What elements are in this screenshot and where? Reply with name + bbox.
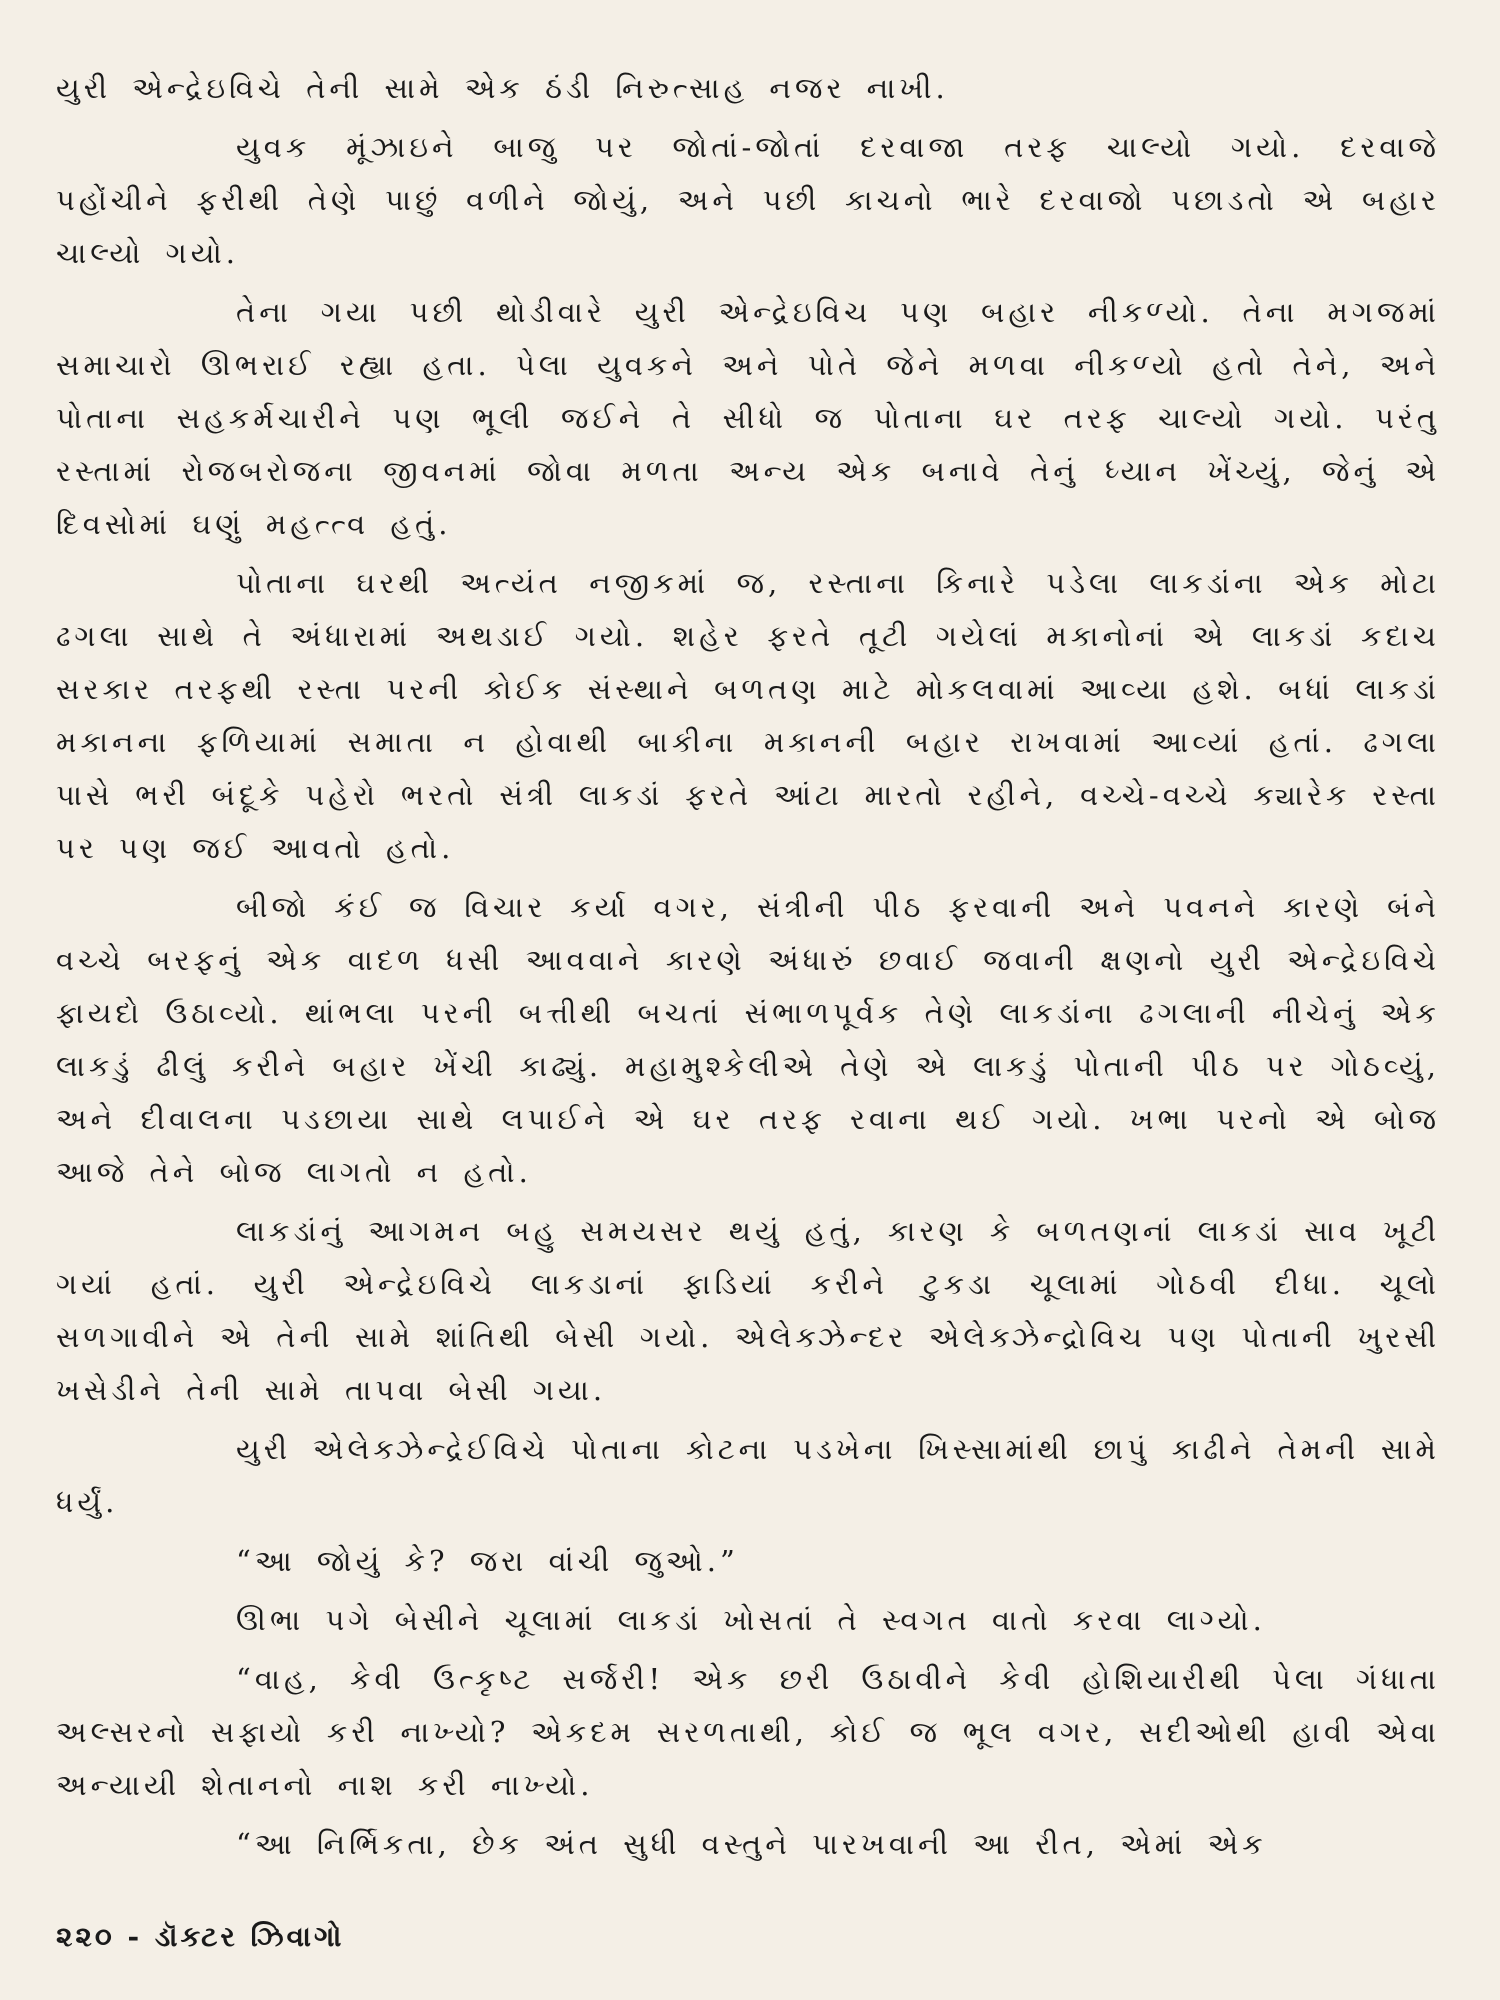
paragraph-3: તેના ગયા પછી થોડીવારે યુરી એન્દ્રેઇવિચ પણ બહાર નીકળ્યો. તેના મગજમાં સમાચારો ઊભરાઈ રહ્યા હતા. પેલા યુવકને અને પોતે જેને મળવા નીકળ્યો હતો તેને, અને પોતાના સહકર્મચારીને પણ ભૂલી જઈને તે સીધો જ પોતાના ઘર તરફ ચાલ્યો ગયો. પરંતુ રસ્તામાં રોજબરોજના જીવનમાં જોવા મળતા અન્ય એક બનાવે તેનું ધ્યાન ખેંચ્યું, જેનું એ દિવસોમાં ઘણું મહત્ત્વ હતું. [56, 295, 1440, 541]
paragraph-9: ઊભા પગે બેસીને ચૂલામાં લાકડાં ખોસતાં તે સ્વગત વાતો કરવા લાગ્યો. [236, 1603, 1266, 1637]
paragraph-8: “આ જોયું કે? જરા વાંચી જુઓ.” [236, 1544, 739, 1578]
paragraph-10: “વાહ, કેવી ઉત્કૃષ્ટ સર્જરી! એક છરી ઉઠાવીને કેવી હોશિયારીથી પેલા ગંધાતા અલ્સરનો સફાયો કરી નાખ્યો? એકદમ સરળતાથી, કોઈ જ ભૂલ વગર, સદીઓથી હાવી એવા અન્યાયી શેતાનનો નાશ કરી નાખ્યો. [56, 1662, 1440, 1802]
paragraph-6: લાકડાંનું આગમન બહુ સમયસર થયું હતું, કારણ કે બળતણનાં લાકડાં સાવ ખૂટી ગયાં હતાં. યુરી એન્દ્રેઇવિચે લાકડાનાં ફાડિયાં કરીને ટુકડા ચૂલામાં ગોઠવી દીધા. ચૂલો સળગાવીને એ તેની સામે શાંતિથી બેસી ગયો. એલેક્ઝેન્દર એલેક્ઝેન્દ્રોવિચ પણ પોતાની ખુરસી ખસેડીને તેની સામે તાપવા બેસી ગયા. [56, 1214, 1440, 1407]
page-footer: ૨૨૦ - ડૉક્ટર ઝિવાગો [56, 1920, 345, 1953]
paragraph-5: બીજો કંઈ જ વિચાર કર્યા વગર, સંત્રીની પીઠ ફરવાની અને પવનને કારણે બંને વચ્ચે બરફનું એક વાદળ ધસી આવવાને કારણે અંધારું છવાઈ જવાની ક્ષણનો યુરી એન્દ્રેઇવિચે ફાયદો ઉઠાવ્યો. થાંભલા પરની બત્તીથી બચતાં સંભાળપૂર્વક તેણે લાકડાંના ઢગલાની નીચેનું એક લાકડું ઢીલું કરીને બહાર ખેંચી કાઢ્યું. મહામુશ્કેલીએ તેણે એ લાકડું પોતાની પીઠ પર ગોઠવ્યું, અને દીવાલના પડછાયા સાથે લપાઈને એ ઘર તરફ રવાના થઈ ગયો. ખભા પરનો એ બોજ આજે તેને બોજ લાગતો ન હતો. [56, 890, 1440, 1189]
paragraph-7: યુરી એલેક્ઝેન્દ્રેઈવિચે પોતાના કોટના પડખેના ખિસ્સામાંથી છાપું કાઢીને તેમની સામે ધર્યું. [56, 1432, 1440, 1519]
paragraph-1: યુરી એન્દ્રેઇવિચે તેની સામે એક ઠંડી નિરુત્સાહ નજર નાખી. [56, 71, 949, 105]
paragraph-2: યુવક મૂંઝાઇને બાજુ પર જોતાં-જોતાં દરવાજા તરફ ચાલ્યો ગયો. દરવાજે પહોંચીને ફરીથી તેણે પાછું વળીને જોયું, અને પછી કાચનો ભારે દરવાજો પછાડતો એ બહાર ચાલ્યો ગયો. [56, 130, 1440, 270]
paragraph-4: પોતાના ઘરથી અત્યંત નજીકમાં જ, રસ્તાના કિનારે પડેલા લાકડાંના એક મોટા ઢગલા સાથે તે અંધારામાં અથડાઈ ગયો. શહેર ફરતે તૂટી ગયેલાં મકાનોનાં એ લાકડાં કદાચ સરકાર તરફથી રસ્તા પરની કોઈક સંસ્થાને બળતણ માટે મોકલવામાં આવ્યા હશે. બધાં લાકડાં મકાનના ફળિયામાં સમાતા ન હોવાથી બાકીના મકાનની બહાર રાખવામાં આવ્યાં હતાં. ઢગલા પાસે ભરી બંદૂકે પહેરો ભરતો સંત્રી લાકડાં ફરતે આંટા મારતો રહીને, વચ્ચે-વચ્ચે ક્યારેક રસ્તા પર પણ જઈ આવતો હતો. [56, 566, 1440, 865]
paragraph-11: “આ નિર્ભિકતા, છેક અંત સુધી વસ્તુને પારખવાની આ રીત, એમાં એક [236, 1827, 1267, 1861]
body-text [56, 62, 1440, 1871]
